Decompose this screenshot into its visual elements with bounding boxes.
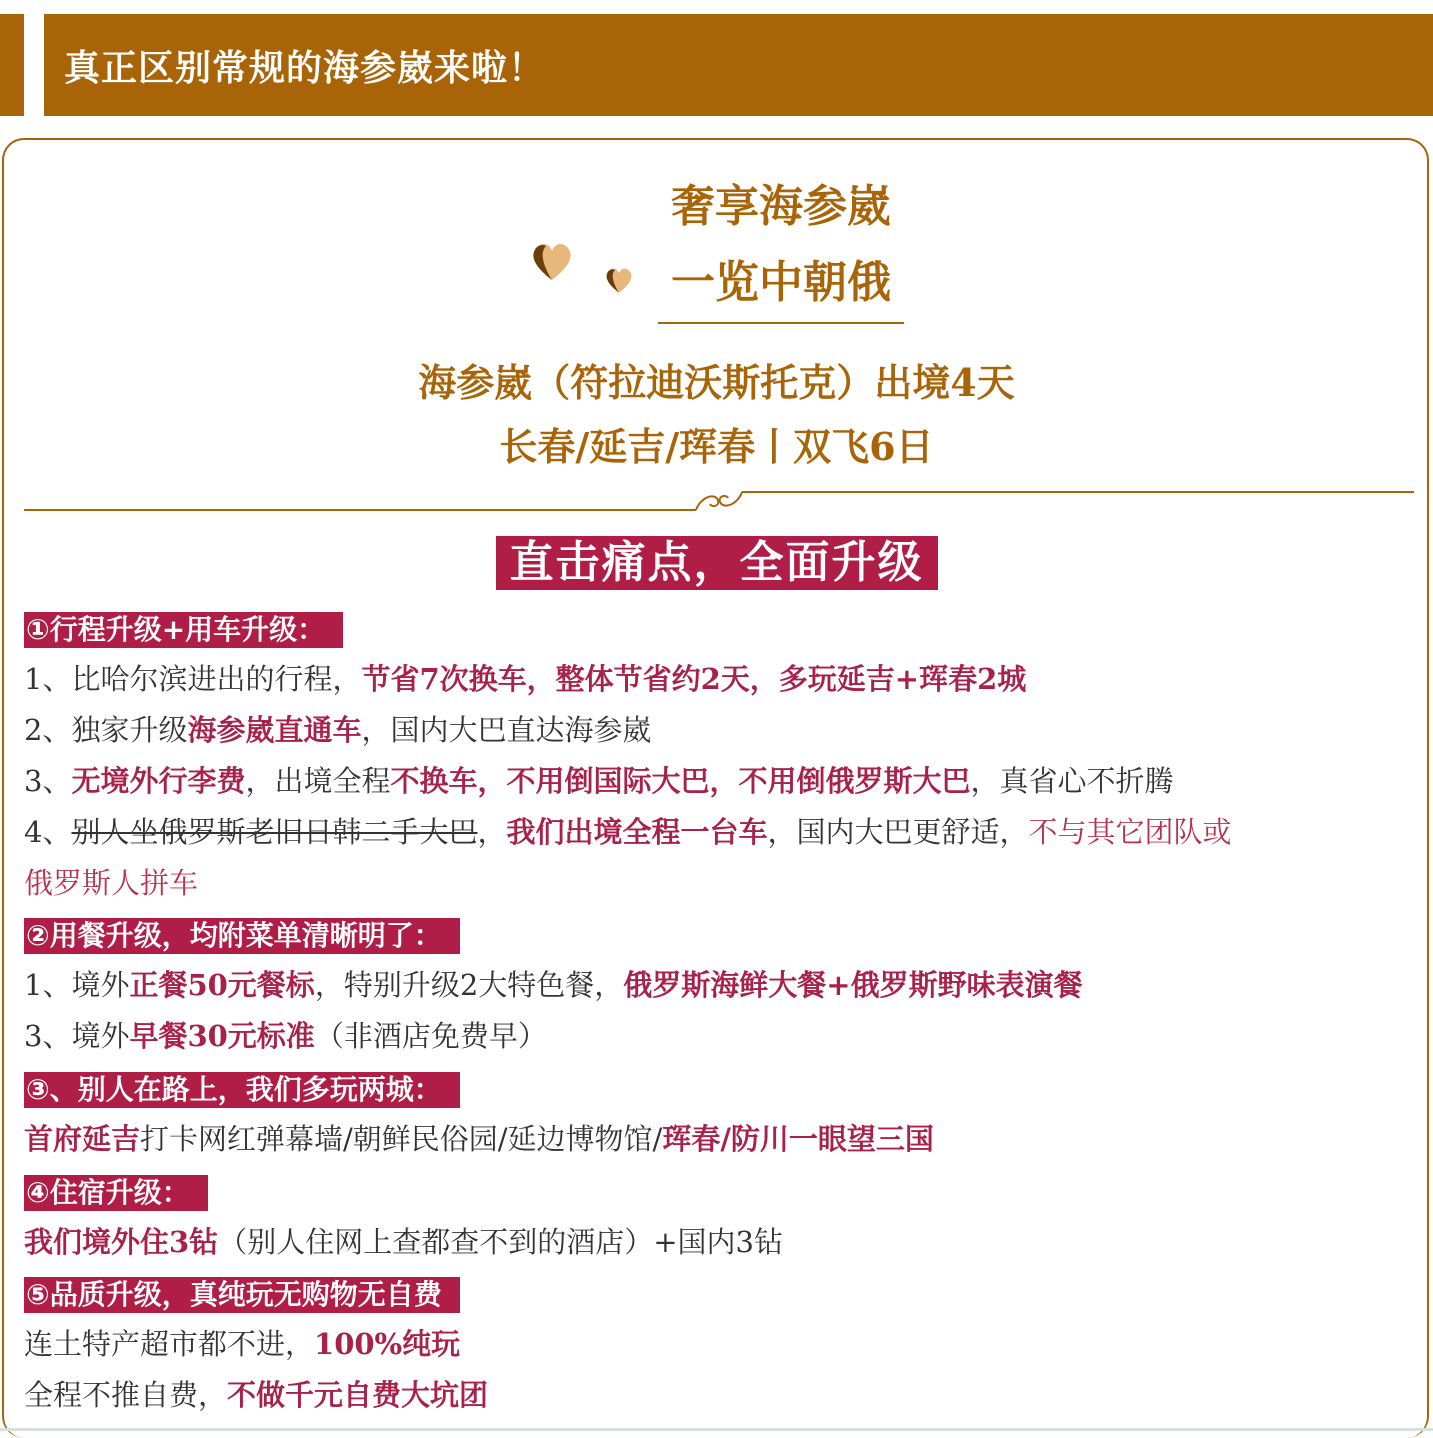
subtitle-line2: 长春/延吉/珲春丨双飞6日 [499,424,934,469]
body-text: 4、 [24,815,72,849]
header-title-line1: 奢享海参崴 [671,181,891,232]
body-text: 3、 [24,764,72,798]
emphasis-text: 我们出境全程一台车 [506,815,768,849]
section-line [24,1370,1411,1421]
section-heading: ②用餐升级，均附菜单清晰明了： [24,918,460,954]
highlight-text: 不与其它团队或 [1028,815,1232,849]
body-text: ， [477,815,507,849]
emphasis-text: 100%纯玩 [314,1327,461,1361]
body-text: ，国内大巴直达海参崴 [361,713,652,747]
emphasis-text: 俄罗斯海鲜大餐+俄罗斯野味表演餐 [623,968,1083,1002]
ornamental-divider [24,480,1414,520]
heart-icon-large [530,240,574,282]
body-text: 3、境外 [24,1019,130,1053]
section-line [24,705,1411,756]
section-line [24,1319,1411,1370]
section-line [24,756,1411,807]
top-banner [0,14,1433,116]
emphasis-text: 不换车，不用倒国际大巴，不用倒俄罗斯大巴 [390,764,971,798]
emphasis-text: 不做千元自费大坑团 [227,1378,489,1412]
body-text: ，真省心不折腾 [970,764,1174,798]
body-text: 1、比哈尔滨进出的行程， [24,662,362,696]
body-text: （非酒店免费早） [314,1019,547,1053]
banner-bar [44,14,1433,116]
emphasis-text: 海参崴直通车 [187,713,362,747]
pain-points-wrap [0,536,1433,590]
section-heading: ④住宿升级： [24,1175,208,1211]
emphasis-text: 节省7次换车，整体节省约2天，多玩延吉+珲春2城 [361,662,1027,696]
banner-accent [0,14,24,116]
emphasis-text: 正餐50元餐标 [129,968,315,1002]
body-text: （别人住网上查都查不到的酒店）+国内3钻 [218,1225,783,1259]
header-title-line2: 一览中朝俄 [671,257,891,308]
emphasis-text: 首府延吉 [24,1122,141,1156]
emphasis-text: 早餐30元标准 [129,1019,315,1053]
body-text: 打卡网红弹幕墙/朝鲜民俗园/延边博物馆/ [140,1122,663,1156]
section-line [24,1011,1411,1062]
heart-icon-small [604,266,634,294]
subtitle-line1: 海参崴（符拉迪沃斯托克）出境4天 [418,360,1015,405]
section-line [24,858,1411,909]
strikethrough-text: 别人坐俄罗斯老旧日韩二手大巴 [71,815,478,849]
body-text: ，国内大巴更舒适， [767,815,1029,849]
body-text: 2、独家升级 [24,713,188,747]
body-text: ，特别升级2大特色餐， [314,968,624,1002]
banner-title: 真正区别常规的海参崴来啦！ [64,47,546,89]
section-heading: ⑤品质升级，真纯玩无购物无自费 [24,1277,460,1313]
emphasis-text: 无境外行李费 [71,764,246,798]
header-underline [658,322,904,324]
pain-points-title: 直击痛点，全面升级 [496,536,938,590]
section-heading: ①行程升级+用车升级： [24,612,343,648]
section-line [24,654,1411,705]
section-heading: ③、别人在路上，我们多玩两城： [24,1072,460,1108]
body-text: 全程不推自费， [24,1378,228,1412]
body-text: 1、境外 [24,968,130,1002]
body-text: 连土特产超市都不进， [24,1327,315,1361]
section-line [24,1114,1411,1165]
emphasis-text: 我们境外住3钻 [24,1225,219,1259]
emphasis-text: 珲春/防川一眼望三国 [662,1122,934,1156]
highlight-text: 俄罗斯人拼车 [24,866,199,900]
section-line [24,1217,1411,1268]
section-line [24,807,1411,858]
section-line [24,960,1411,1011]
body-text: ，出境全程 [245,764,391,798]
